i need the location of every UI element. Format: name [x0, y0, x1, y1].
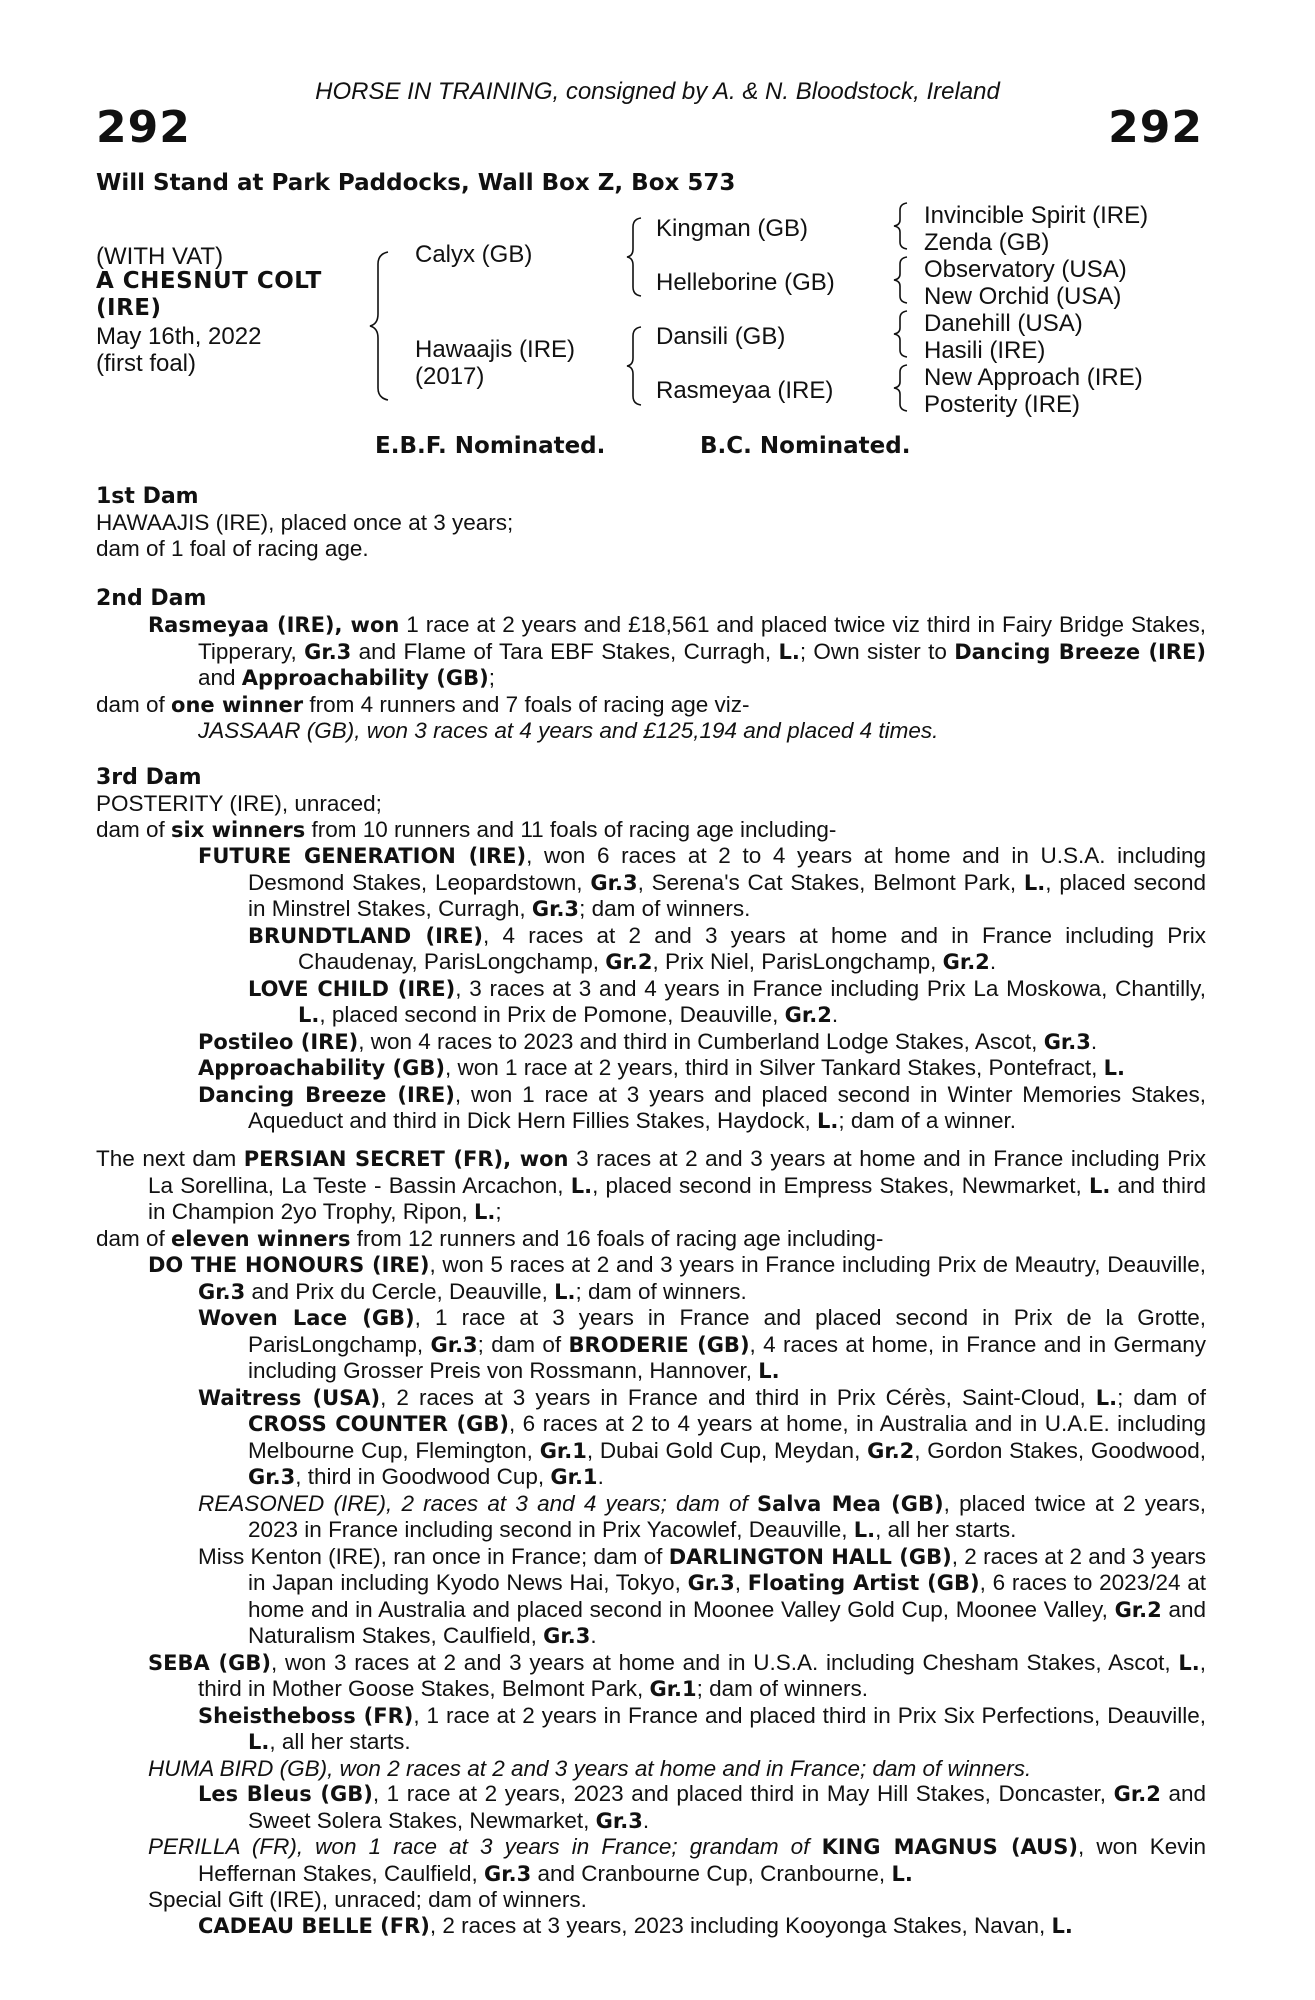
progeny-entry: HUMA BIRD (GB), won 2 races at 2 and 3 years at home and in France; dam of winners.: [148, 1755, 1032, 1781]
pedigree-g3: New Orchid (USA): [924, 283, 1122, 310]
horse-name: LOVE CHILD (IRE): [248, 976, 456, 1001]
horse-name: BRODERIE (GB): [568, 1332, 750, 1357]
horse-name: Salva Mea (GB): [756, 1491, 944, 1516]
third-dam-line: POSTERITY (IRE), unraced;: [96, 791, 382, 816]
pedigree-brace-sire: [625, 216, 643, 298]
progeny-entry: REASONED (IRE), 2 races at 3 and 4 years; dam of Salva Mea (GB), placed twice at 2 years, 2023 in France including second in Prix Yacowlef, Deauville, L., all her starts.: [198, 1490, 1207, 1542]
pedigree-brace-g3-2: [892, 255, 909, 305]
progeny-entry: Waitress (USA), 2 races at 3 years in France and third in Prix Cérès, Saint-Cloud, L.; dam of CROSS COUNTER (GB), 6 races at 2 to 4 years at home, in Australia and in U.A.E. including Melbourne Cup, Flemington, Gr.1, Dubai Gold Cup, Meydan, Gr.2, Gordon Stakes, Goodwood, Gr.3, third in Goodwood Cup, Gr.1.: [198, 1384, 1206, 1489]
horse-name: Waitress (USA): [198, 1385, 381, 1410]
horse-name: Les Bleus (GB): [198, 1782, 373, 1806]
second-dam-section: [96, 586, 1206, 744]
third-dam-heading: 3rd Dam: [96, 765, 202, 790]
pedigree-brace-main: [368, 250, 390, 402]
horse-name: Miss Kenton (IRE): [198, 1543, 381, 1569]
grade: Gr.3: [304, 639, 352, 664]
horse-name: REASONED (IRE): [198, 1490, 386, 1516]
horse-name: Approachability (GB): [198, 1056, 445, 1080]
pedigree-g3: Zenda (GB): [924, 229, 1050, 256]
grade: L.: [778, 639, 800, 664]
next-dam-entry: The next dam PERSIAN SECRET (FR), won 3 races at 2 and 3 years at home and in France including Prix La Sorellina, La Teste - Bassin Arcachon, L., placed second in Empress Stakes, Newmarket, L. and third in Champion 2yo Trophy, Ripon, L.;: [96, 1146, 1207, 1224]
third-dam-section: [96, 765, 1206, 1135]
winner-count: six winners: [171, 817, 306, 842]
vat-label: (WITH VAT): [96, 243, 224, 270]
pedigree-g3: Hasili (IRE): [924, 337, 1046, 364]
lot-number-left: 292: [96, 102, 191, 153]
horse-description: A CHESNUT COLT: [96, 268, 322, 294]
progeny-entry: Postileo (IRE), won 4 races to 2023 and third in Cumberland Lodge Stakes, Ascot, Gr.3.: [198, 1028, 1098, 1054]
first-dam-section: [96, 484, 1206, 561]
progeny-entry: BRUNDTLAND (IRE), 4 races at 2 and 3 years at home and in France including Prix Chaudenay, ParisLongchamp, Gr.2, Prix Niel, ParisLongchamp, Gr.2.: [248, 922, 1206, 974]
second-dam-heading: 2nd Dam: [96, 586, 207, 611]
progeny-entry: LOVE CHILD (IRE), 3 races at 3 and 4 years in France including Prix La Moskowa, Chantilly, L., placed second in Prix de Pomone, Deauville, Gr.2.: [248, 975, 1207, 1027]
next-dam-section: [96, 1146, 1206, 1939]
consignor-line: HORSE IN TRAINING, consigned by A. & N. Bloodstock, Ireland: [315, 78, 1000, 105]
horse-name: SEBA (GB): [148, 1650, 271, 1675]
horse-name: DO THE HONOURS (IRE): [148, 1253, 430, 1277]
pedigree-g3: Invincible Spirit (IRE): [924, 202, 1149, 229]
horse-name: FUTURE GENERATION (IRE): [198, 844, 527, 868]
horse-name: PERSIAN SECRET (FR): [243, 1147, 504, 1171]
second-dam-entry: Rasmeyaa (IRE), won 1 race at 2 years and £18,561 and placed twice viz third in Fairy Bridge Stakes, Tipperary, Gr.3 and Flame of Tara EBF Stakes, Curragh, L.; Own sister to Dancing Breeze (IRE) and Approachability (GB);: [148, 612, 1206, 690]
progeny-entry: JASSAAR (GB), won 3 races at 4 years and £125,194 and placed 4 times.: [198, 718, 939, 743]
next-dam-produce-line: dam of eleven winners from 12 runners and 16 foals of racing age including-: [96, 1225, 884, 1251]
pedigree-dam-dam: Rasmeyaa (IRE): [656, 377, 834, 404]
horse-name: Floating Artist (GB): [747, 1571, 980, 1595]
pedigree-sire: Calyx (GB): [415, 241, 533, 268]
pedigree-brace-g3-3: [892, 309, 909, 359]
winner-count: one winner: [171, 692, 304, 717]
pedigree-dam-year: (2017): [415, 363, 485, 390]
horse-name: Postileo (IRE): [198, 1029, 359, 1054]
pedigree-g3: Posterity (IRE): [924, 391, 1081, 418]
progeny-entry: Miss Kenton (IRE), ran once in France; dam of DARLINGTON HALL (GB), 2 races at 2 and 3 years in Japan including Kyodo News Hai, Tokyo, Gr.3, Floating Artist (GB), 6 races to 2023/24 at home and in Australia and placed second in Moonee Valley Gold Cup, Moonee Valley, Gr.2 and Naturalism Stakes, Caulfield, Gr.3.: [198, 1543, 1207, 1648]
foal-note: (first foal): [96, 350, 197, 377]
horse-name: BRUNDTLAND (IRE): [248, 923, 484, 948]
pedigree-sire-sire: Kingman (GB): [656, 215, 809, 242]
horse-name: CROSS COUNTER (GB): [248, 1412, 509, 1436]
horse-name: Rasmeyaa (IRE): [148, 613, 335, 637]
horse-name: KING MAGNUS (AUS): [821, 1835, 1078, 1859]
progeny-entry: Les Bleus (GB), 1 race at 2 years, 2023 and placed third in May Hill Stakes, Doncaster, Gr.2 and Sweet Solera Stakes, Newmarket, Gr.3.: [198, 1781, 1206, 1833]
pedigree-brace-g3-1: [892, 201, 909, 251]
pedigree-brace-g3-4: [892, 363, 909, 413]
progeny-entry: Sheistheboss (FR), 1 race at 2 years in France and placed third in Prix Six Perfections, Deauville, L., all her starts.: [198, 1702, 1207, 1754]
pedigree-g3: New Approach (IRE): [924, 364, 1143, 391]
pedigree-sire-dam: Helleborine (GB): [656, 269, 835, 296]
pedigree-dam-sire: Dansili (GB): [656, 323, 786, 350]
progeny-entry: Special Gift (IRE), unraced; dam of winners.: [148, 1887, 587, 1912]
horse-name: Sheistheboss (FR): [198, 1703, 414, 1728]
bc-nomination: B.C. Nominated.: [700, 433, 911, 459]
progeny-entry: Woven Lace (GB), 1 race at 3 years in France and placed second in Prix de la Grotte, ParisLongchamp, Gr.3; dam of BRODERIE (GB), 4 races at home, in France and in Germany including Grosser Preis von Rossmann, Hannover, L.: [198, 1305, 1206, 1383]
progeny-entry: FUTURE GENERATION (IRE), won 6 races at 2 to 4 years at home and in U.S.A. including Desmond Stakes, Leopardstown, Gr.3, Serena's Cat Stakes, Belmont Park, L., placed second in Minstrel Stakes, Curragh, Gr.3; dam of winners.: [198, 843, 1206, 921]
horse-name: Dancing Breeze (IRE): [954, 639, 1206, 664]
horse-origin: (IRE): [96, 295, 162, 321]
progeny-entry: Dancing Breeze (IRE), won 1 race at 3 years and placed second in Winter Memories Stakes, Aqueduct and third in Dick Hern Fillies Stakes, Haydock, L.; dam of a winner.: [198, 1081, 1206, 1133]
won-label: won: [350, 613, 400, 637]
progeny-entry: DO THE HONOURS (IRE), won 5 races at 2 and 3 years in France including Prix de Meautry, Deauville, Gr.3 and Prix du Cercle, Deauville, L.; dam of winners.: [148, 1252, 1206, 1304]
horse-name: Approachability (GB): [241, 666, 489, 690]
pedigree-g3: Observatory (USA): [924, 256, 1127, 283]
horse-name: Dancing Breeze (IRE): [198, 1082, 455, 1107]
foaling-date: May 16th, 2022: [96, 323, 262, 350]
horse-name: Woven Lace (GB): [198, 1306, 415, 1330]
progeny-entry: Approachability (GB), won 1 race at 2 years, third in Silver Tankard Stakes, Pontefract, L.: [198, 1055, 1125, 1080]
stand-location: Will Stand at Park Paddocks, Wall Box Z, Box 573: [96, 170, 736, 196]
horse-name: PERILLA (FR): [148, 1834, 297, 1859]
first-dam-heading: 1st Dam: [96, 484, 199, 509]
horse-name: DARLINGTON HALL (GB): [668, 1544, 952, 1569]
progeny-entry: SEBA (GB), won 3 races at 2 and 3 years at home and in U.S.A. including Chesham Stakes, Ascot, L., third in Mother Goose Stakes, Belmont Park, Gr.1; dam of winners.: [148, 1649, 1206, 1701]
second-dam-produce-line: dam of one winner from 4 runners and 7 foals of racing age viz-: [96, 691, 750, 717]
winner-count: eleven winners: [171, 1226, 351, 1251]
lot-number-right: 292: [1108, 102, 1203, 153]
progeny-entry: PERILLA (FR), won 1 race at 3 years in France; grandam of KING MAGNUS (AUS), won Kevin Heffernan Stakes, Caulfield, Gr.3 and Cranbourne Cup, Cranbourne, L.: [148, 1834, 1206, 1886]
first-dam-line: HAWAAJIS (IRE), placed once at 3 years;: [96, 510, 514, 535]
ebf-nomination: E.B.F. Nominated.: [375, 433, 606, 459]
pedigree-dam: Hawaajis (IRE): [415, 336, 576, 363]
third-dam-produce-line: dam of six winners from 10 runners and 11 foals of racing age including-: [96, 816, 837, 842]
progeny-entry: CADEAU BELLE (FR), 2 races at 3 years, 2023 including Kooyonga Stakes, Navan, L.: [198, 1912, 1073, 1938]
pedigree-brace-dam: [625, 325, 643, 407]
pedigree-g3: Danehill (USA): [924, 310, 1083, 337]
first-dam-line: dam of 1 foal of racing age.: [96, 535, 369, 561]
horse-name: CADEAU BELLE (FR): [198, 1913, 430, 1938]
